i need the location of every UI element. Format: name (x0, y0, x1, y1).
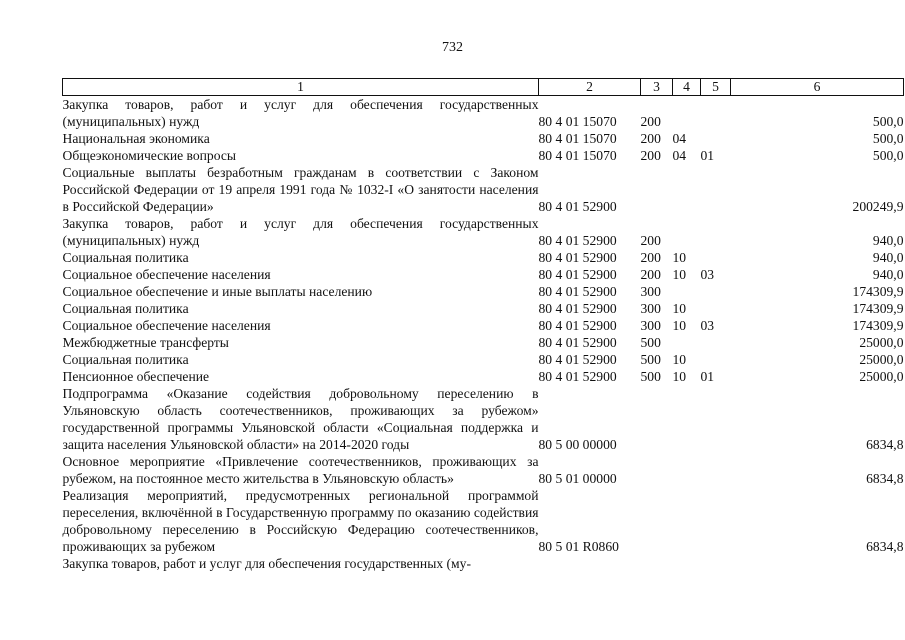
row-amount: 25000,0 (859, 352, 904, 367)
row-section: 04 (672, 131, 687, 146)
row-description: Социальные выплаты безработным гражданам в соответствии с Законом Российской Федерации от 19 апреля 1991 года № 1032-I «О занятости населения в Российской Федерации» (62, 165, 539, 214)
row-target-code: 80 4 01 15070 (538, 148, 617, 163)
row-target-code: 80 4 01 15070 (538, 131, 617, 146)
row-target-code: 80 4 01 52900 (538, 369, 617, 384)
row-subsection (701, 453, 731, 487)
row-expense-type: 200 (640, 148, 661, 163)
table-row (63, 453, 904, 487)
table-row (63, 300, 904, 317)
row-target-code: 80 5 01 R0860 (538, 539, 619, 554)
budget-table (62, 78, 904, 572)
row-target-code: 80 5 01 00000 (538, 471, 617, 486)
row-expense-type: 500 (640, 369, 661, 384)
row-description: Закупка товаров, работ и услуг для обеспечения государственных (муниципальных) нужд (62, 216, 539, 248)
table-row (63, 215, 904, 249)
table-header-row (63, 79, 904, 96)
row-amount: 940,0 (872, 233, 904, 248)
row-description: Социальная политика (62, 250, 189, 265)
row-target-code: 80 4 01 52900 (538, 284, 617, 299)
row-expense-type: 200 (640, 250, 661, 265)
row-target-code: 80 4 01 52900 (538, 233, 617, 248)
table-row (63, 164, 904, 215)
row-subsection (701, 130, 731, 147)
row-expense-type: 300 (640, 301, 661, 316)
row-amount: 940,0 (872, 267, 904, 282)
row-description: Закупка товаров, работ и услуг для обеспечения государственных (му- (62, 556, 471, 571)
row-description: Национальная экономика (62, 131, 210, 146)
row-amount (731, 555, 904, 572)
row-expense-type: 300 (640, 318, 661, 333)
table-body (63, 96, 904, 573)
row-description: Социальное обеспечение населения (62, 318, 271, 333)
row-subsection (701, 96, 731, 131)
table-row (63, 385, 904, 453)
row-subsection (701, 351, 731, 368)
header-col-1: 1 (63, 79, 539, 96)
row-amount: 200249,9 (852, 199, 904, 214)
row-target-code: 80 4 01 52900 (538, 199, 617, 214)
row-section (673, 215, 701, 249)
row-description: Закупка товаров, работ и услуг для обеспечения государственных (муниципальных) нужд (62, 97, 539, 129)
row-section (673, 453, 701, 487)
page-number: 732 (442, 40, 463, 55)
row-section: 04 (672, 148, 687, 163)
table-row (63, 487, 904, 555)
row-amount: 500,0 (872, 114, 904, 129)
row-amount: 6834,8 (866, 471, 904, 486)
row-description: Подпрограмма «Оказание содействия добровольному переселению в Ульяновскую область соотечественников, проживающих за рубежом» государственной программы Ульяновской области «Социальная поддержка и защита населения Ульяновской области» на 2014-2020 годы (62, 386, 539, 452)
row-expense-type: 300 (640, 284, 661, 299)
row-subsection: 03 (700, 318, 715, 333)
row-subsection (701, 385, 731, 453)
row-target-code: 80 4 01 52900 (538, 250, 617, 265)
row-target-code: 80 4 01 15070 (538, 114, 617, 129)
row-expense-type (641, 164, 673, 215)
row-section: 10 (672, 369, 687, 384)
row-subsection (701, 334, 731, 351)
row-expense-type: 200 (640, 114, 661, 129)
row-description: Социальная политика (62, 352, 189, 367)
row-section (673, 555, 701, 572)
row-subsection (701, 249, 731, 266)
row-target-code: 80 5 00 00000 (538, 437, 617, 452)
row-section (673, 164, 701, 215)
row-amount: 174309,9 (852, 301, 904, 316)
row-expense-type (641, 555, 673, 572)
row-expense-type (641, 385, 673, 453)
table-row (63, 147, 904, 164)
table-row (63, 555, 904, 572)
row-subsection: 03 (700, 267, 715, 282)
row-description: Социальная политика (62, 301, 189, 316)
header-col-2: 2 (539, 79, 641, 96)
row-description: Пенсионное обеспечение (62, 369, 210, 384)
row-section (673, 385, 701, 453)
row-amount: 25000,0 (859, 369, 904, 384)
row-description: Основное мероприятие «Привлечение соотечественников, проживающих за рубежом, на постоянное место жительства в Ульяновскую область» (62, 454, 539, 486)
row-amount: 174309,9 (852, 318, 904, 333)
header-col-6: 6 (731, 79, 904, 96)
row-section: 10 (672, 250, 687, 265)
row-expense-type: 200 (640, 131, 661, 146)
row-amount: 25000,0 (859, 335, 904, 350)
header-col-5: 5 (701, 79, 731, 96)
row-target-code: 80 4 01 52900 (538, 301, 617, 316)
table-row (63, 351, 904, 368)
row-description: Общеэкономические вопросы (62, 148, 237, 163)
row-target-code (539, 555, 641, 572)
table-row (63, 130, 904, 147)
row-subsection (701, 487, 731, 555)
table-row (63, 317, 904, 334)
row-section (673, 283, 701, 300)
row-subsection (701, 283, 731, 300)
row-section (673, 96, 701, 131)
row-subsection: 01 (700, 148, 715, 163)
row-subsection (701, 555, 731, 572)
row-section: 10 (672, 352, 687, 367)
row-target-code: 80 4 01 52900 (538, 335, 617, 350)
row-expense-type (641, 453, 673, 487)
row-subsection: 01 (700, 369, 715, 384)
row-expense-type: 500 (640, 335, 661, 350)
table-row (63, 266, 904, 283)
header-col-3: 3 (641, 79, 673, 96)
row-section (673, 334, 701, 351)
row-description: Социальное обеспечение населения (62, 267, 271, 282)
row-target-code: 80 4 01 52900 (538, 318, 617, 333)
row-description: Межбюджетные трансферты (62, 335, 229, 350)
row-expense-type (641, 487, 673, 555)
row-subsection (701, 164, 731, 215)
row-amount: 500,0 (872, 131, 904, 146)
table-row (63, 283, 904, 300)
row-subsection (701, 300, 731, 317)
row-amount: 940,0 (872, 250, 904, 265)
row-expense-type: 200 (640, 267, 661, 282)
row-amount: 6834,8 (866, 539, 904, 554)
row-section: 10 (672, 318, 687, 333)
table-row (63, 368, 904, 385)
header-col-4: 4 (673, 79, 701, 96)
table-row (63, 96, 904, 131)
row-description: Социальное обеспечение и иные выплаты населению (62, 284, 373, 299)
row-target-code: 80 4 01 52900 (538, 352, 617, 367)
row-target-code: 80 4 01 52900 (538, 267, 617, 282)
row-section: 10 (672, 267, 687, 282)
row-amount: 500,0 (872, 148, 904, 163)
table-row (63, 249, 904, 266)
row-expense-type: 200 (640, 233, 661, 248)
row-description: Реализация мероприятий, предусмотренных региональной программой переселения, включённой в Государственную программу по оказанию содействия добровольному переселению в Российскую Федерацию соотечественников, проживающих за рубежом (62, 488, 539, 554)
row-section: 10 (672, 301, 687, 316)
table-row (63, 334, 904, 351)
row-amount: 174309,9 (852, 284, 904, 299)
row-amount: 6834,8 (866, 437, 904, 452)
row-section (673, 487, 701, 555)
row-subsection (701, 215, 731, 249)
row-expense-type: 500 (640, 352, 661, 367)
